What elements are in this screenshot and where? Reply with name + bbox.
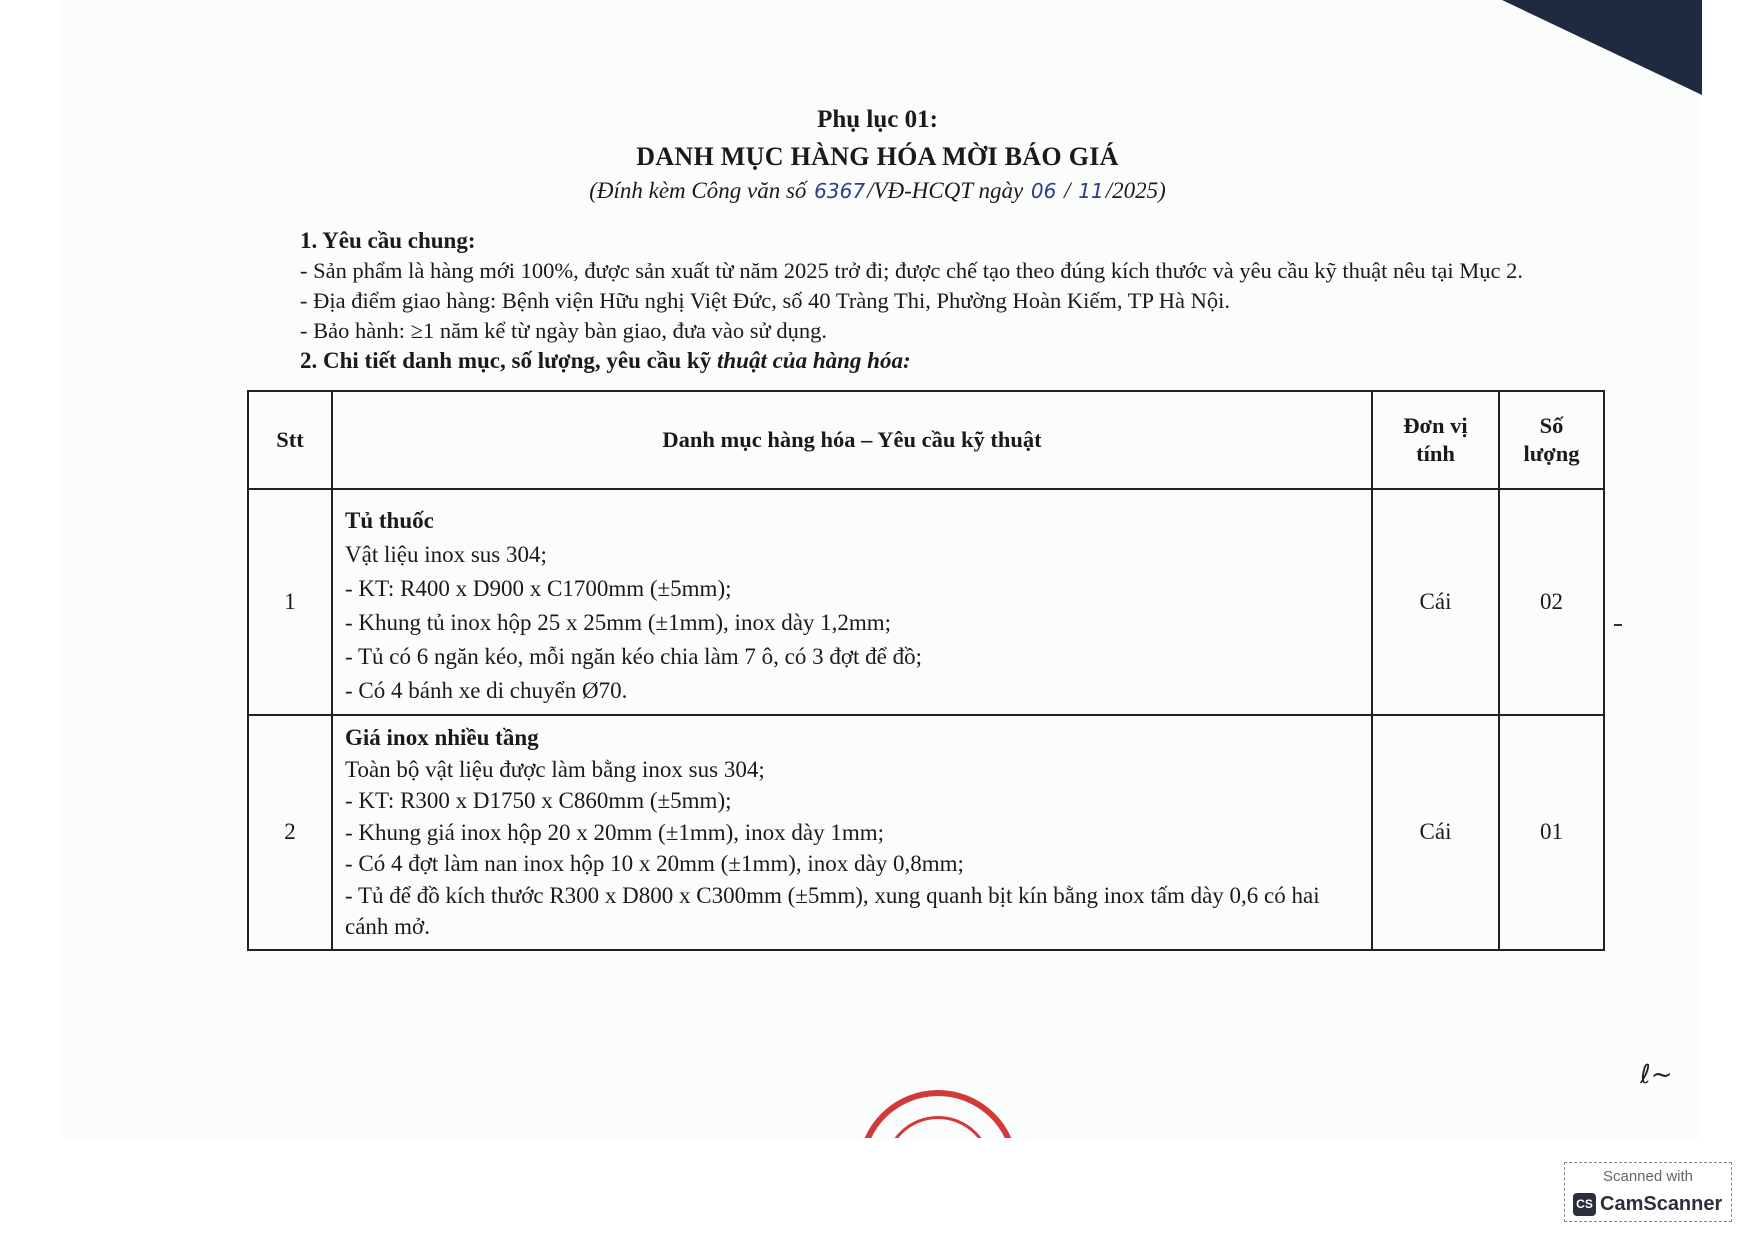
table-row [248,715,1604,950]
general-requirements [300,226,1620,346]
details-heading-italic: thuật của hàng hóa: [716,348,911,373]
handwritten-month: 11 [1078,179,1104,203]
item-spec: Toàn bộ vật liệu được làm bằng inox sus 304; [345,756,765,782]
requirement-line: - Sản phẩm là hàng mới 100%, được sản xuất từ năm 2025 trở đi; được chế tạo theo đúng kích thước và yêu cầu kỹ thuật nêu tại Mục 2. [300,258,1523,283]
row-description [332,489,1372,715]
reference-prefix: (Đính kèm Công văn số [589,178,813,203]
reference-sep: / [1058,178,1077,203]
table-header-row [248,391,1604,489]
item-spec: - KT: R400 x D900 x C1700mm (±5mm); [345,576,732,601]
item-name: Tủ thuốc [345,508,434,533]
header-unit-line2: tính [1416,441,1455,466]
row-description [332,715,1372,950]
header-qty-line1: Số [1539,413,1564,438]
item-spec: - Có 4 bánh xe di chuyển Ø70. [345,678,628,703]
reference-middle: /VĐ-HCQT ngày [867,178,1029,203]
item-spec: Vật liệu inox sus 304; [345,542,547,567]
row-quantity: 02 [1499,489,1604,715]
header-description: Danh mục hàng hóa – Yêu cầu kỹ thuật [332,391,1372,489]
header-qty-line2: lượng [1523,441,1580,466]
handwritten-day: 06 [1030,179,1057,203]
details-heading-bold: 2. Chi tiết danh mục, số lượng, yêu cầu kỹ [300,348,717,373]
watermark-brand: CamScanner [1600,1193,1723,1215]
official-stamp-icon [858,1090,1018,1138]
item-spec: - Khung tủ inox hộp 25 x 25mm (±1mm), inox dày 1,2mm; [345,610,892,635]
item-spec: - Khung giá inox hộp 20 x 20mm (±1mm), inox dày 1mm; [345,819,885,845]
general-requirements-heading: 1. Yêu cầu chung: [300,228,476,253]
header-unit-line1: Đơn vị [1403,413,1468,438]
handwritten-initials-icon: ℓ~ [1640,1060,1673,1090]
item-spec: - Tủ để đồ kích thước R300 x D800 x C300mm (±5mm), xung quanh bịt kín bằng inox tấm dày 0,6 có hai cánh mở. [345,882,1320,939]
document-reference [0,178,1755,204]
row-stt: 1 [248,489,332,715]
details-heading [300,346,1620,376]
requirement-line: - Bảo hành: ≥1 năm kể từ ngày bàn giao, đưa vào sử dụng. [300,318,827,343]
document-title: DANH MỤC HÀNG HÓA MỜI BÁO GIÁ [636,142,1119,171]
item-spec: - Có 4 đợt làm nan inox hộp 10 x 20mm (±1mm), inox dày 0,8mm; [345,851,964,876]
row-stt: 2 [248,715,332,950]
header-unit [1372,391,1499,489]
table-row [248,489,1604,715]
item-spec: - Tủ có 6 ngăn kéo, mỗi ngăn kéo chia làm 7 ô, có 3 đợt để đồ; [345,644,923,669]
handwritten-doc-number: 6367 [814,179,866,203]
header-stt: Stt [248,391,332,489]
annex-label: Phụ lục 01: [817,106,938,133]
margin-mark [1614,624,1622,626]
camscanner-logo-icon: CS [1573,1193,1596,1216]
camscanner-watermark [1564,1162,1732,1222]
watermark-caption: Scanned with [1602,1168,1694,1185]
reference-suffix: /2025) [1105,178,1166,203]
row-unit: Cái [1372,715,1499,950]
row-quantity: 01 [1499,715,1604,950]
row-unit: Cái [1372,489,1499,715]
requirement-line: - Địa điểm giao hàng: Bệnh viện Hữu nghị Việt Đức, số 40 Tràng Thi, Phường Hoàn Kiếm, TP Hà Nội. [300,288,1230,313]
item-spec: - KT: R300 x D1750 x C860mm (±5mm); [345,788,732,813]
header-quantity [1499,391,1604,489]
item-name: Giá inox nhiều tầng [345,725,539,750]
goods-table [247,390,1605,951]
